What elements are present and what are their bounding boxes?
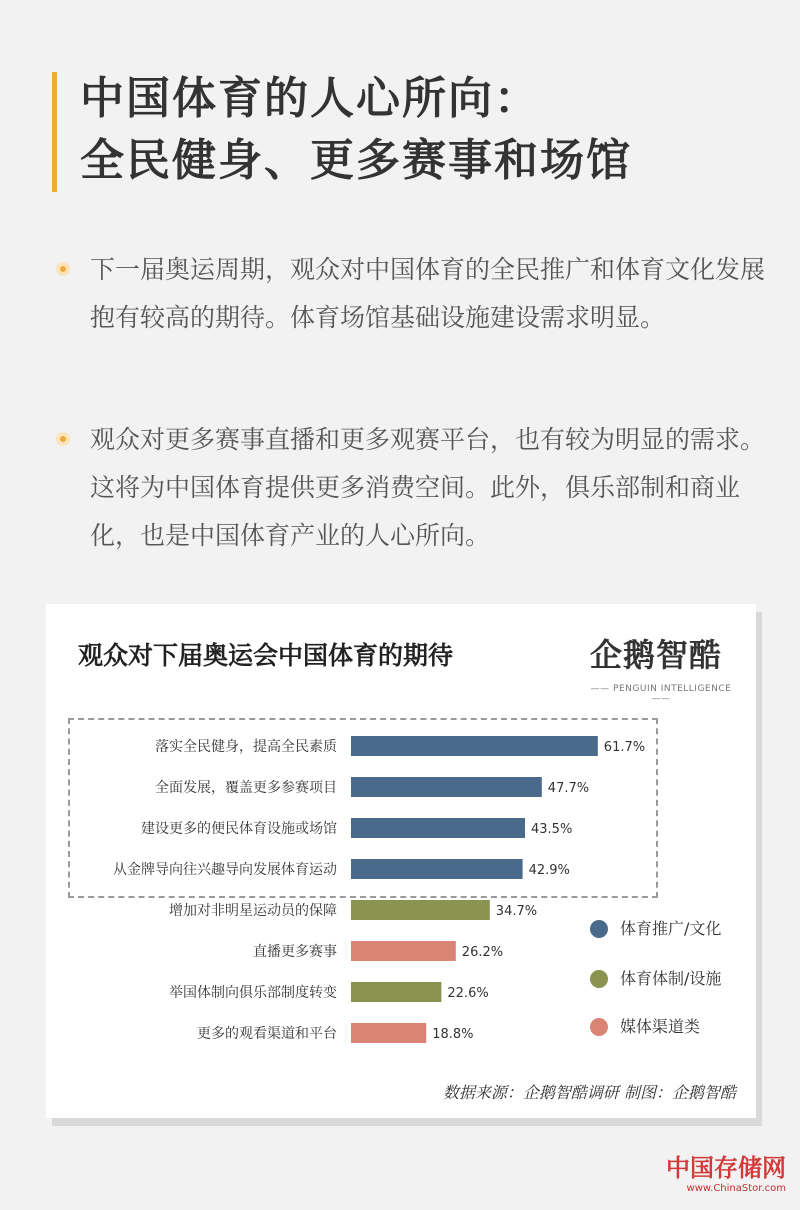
legend-swatch	[590, 920, 608, 938]
title-accent-bar	[52, 72, 57, 192]
bar	[351, 818, 525, 838]
headline-line-2: 全民健身、更多赛事和场馆	[80, 135, 632, 186]
bullet-paragraph-1: 下一届奥运周期，观众对中国体育的全民推广和体育文化发展抱有较高的期待。体育场馆基础设施建设需求明显。	[90, 255, 766, 332]
value-label: 26.2%	[461, 945, 504, 960]
value-label: 22.6%	[447, 986, 489, 1001]
legend-swatch	[590, 970, 608, 988]
bar	[351, 859, 523, 879]
category-label: 全面发展，覆盖更多参赛项目	[155, 780, 337, 796]
value-label: 34.7%	[495, 904, 538, 919]
bullet-dot-icon	[56, 432, 70, 446]
legend-label: 体育推广/文化	[620, 919, 722, 938]
category-label: 从金牌导向往兴趣导向发展体育运动	[113, 862, 337, 878]
page-headline	[80, 68, 780, 192]
value-label: 47.7%	[547, 781, 590, 796]
value-label: 61.7%	[603, 740, 646, 755]
category-label: 更多的观看渠道和平台	[197, 1026, 337, 1042]
legend-label: 体育体制/设施	[620, 969, 722, 988]
logo-wordmark: 企鹅智酷	[590, 636, 723, 674]
category-label: 举国体制向俱乐部制度转变	[169, 985, 337, 1001]
chart-title: 观众对下届奥运会中国体育的期待	[78, 641, 454, 670]
bullet-dot-icon	[56, 262, 70, 276]
category-label: 增加对非明星运动员的保障	[169, 903, 337, 919]
bar-chart	[46, 604, 756, 1074]
chart-card	[46, 604, 756, 1118]
site-watermark	[666, 1148, 786, 1194]
category-label: 落实全民健身，提高全民素质	[155, 739, 337, 755]
watermark-url: www.ChinaStor.com	[686, 1183, 786, 1194]
bar	[351, 941, 456, 961]
bullet-paragraph-2: 观众对更多赛事直播和更多观赛平台，也有较为明显的需求。这将为中国体育提供更多消费空间。此外，俱乐部制和商业化，也是中国体育产业的人心所向。	[90, 425, 766, 550]
value-label: 18.8%	[432, 1027, 474, 1042]
value-label: 42.9%	[528, 863, 570, 878]
bar	[351, 900, 490, 920]
logo-tagline: —— PENGUIN INTELLIGENCE ——	[590, 684, 732, 704]
bar	[351, 736, 598, 756]
data-source-note: 数据来源：企鹅智酷调研 制图：企鹅智酷	[442, 1083, 736, 1102]
headline-line-1: 中国体育的人心所向：	[80, 73, 540, 124]
watermark-name: 中国存储网	[666, 1154, 786, 1182]
bar	[351, 1023, 426, 1043]
legend-label: 媒体渠道类	[620, 1017, 701, 1036]
legend-swatch	[590, 1018, 608, 1036]
category-label: 建设更多的便民体育设施或场馆	[141, 821, 337, 837]
category-label: 直播更多赛事	[253, 944, 337, 960]
bar	[351, 777, 542, 797]
bar	[351, 982, 441, 1002]
value-label: 43.5%	[531, 822, 573, 837]
